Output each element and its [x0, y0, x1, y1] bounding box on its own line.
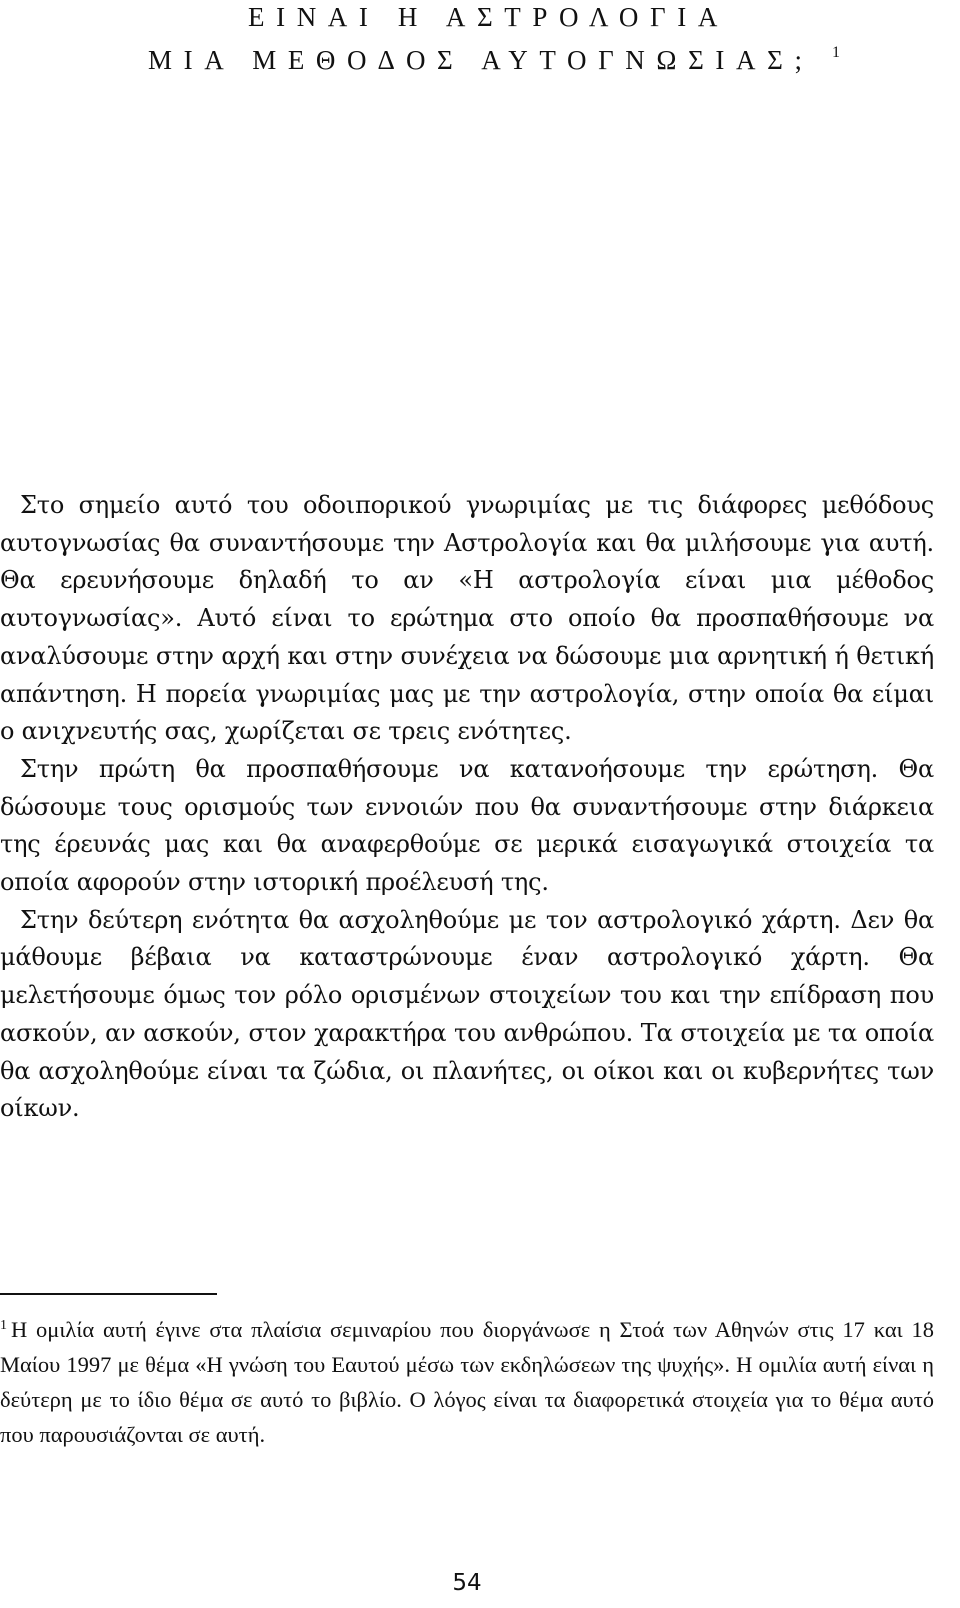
footnote-marker: 1 [0, 1318, 7, 1333]
paragraph-3: Στην δεύτερη ενότητα θα ασχοληθούμε με τον αστρολογικό χάρτη. Δεν θα μάθουμε βέβαια να καταστρώνουμε έναν αστρολογικό χάρτη. Θα μελετήσουμε όμως τον ρόλο ορισμένων στοιχείων του και την επίδραση που ασκούν, αν ασκούν, στον χαρακτήρα του ανθρώπου. Τα στοιχεία με τα οποία θα ασχοληθούμε είναι τα ζώδια, οι πλανήτες, οι οίκοι και οι κυβερνήτες των οίκων. [0, 905, 934, 1123]
footnote [0, 1312, 934, 1452]
paragraph-1: Στο σημείο αυτό του οδοιπορικού γνωριμίας με τις διάφορες μεθόδους αυτογνωσίας θα συναντήσουμε την Αστρολογία και θα μιλήσουμε για αυτή. Θα ερευνήσουμε δηλαδή το αν «Η αστρολογία είναι μια μέθοδος αυτογνωσίας». Αυτό είναι το ερώτημα στο οποίο θα προσπαθήσουμε να αναλύσουμε στην αρχή και στην συνέχεια να δώσουμε μια αρνητική ή θετική απάντηση. Η πορεία γνωριμίας μας με την αστρολογία, στην οποία θα είμαι ο ανιχνευτής σας, χωρίζεται σε τρεις ενότητες. [0, 491, 934, 746]
footnote-reference: 1 [831, 44, 840, 61]
footnote-separator [0, 1293, 217, 1295]
chapter-title-line-1-text: ΕΙΝΑΙ Η ΑΣΤΡΟΛΟΓΙΑ [248, 2, 729, 32]
page-number: 54 [452, 1570, 482, 1596]
chapter-title-line-2-text: ΜΙΑ ΜΕΘΟΔΟΣ ΑΥΤΟΓΝΩΣΙΑΣ; [148, 45, 814, 75]
chapter-title-line-2 [148, 45, 848, 75]
footnote-text: Η ομιλία αυτή έγινε στα πλαίσια σεμιναρίου που διοργάνωσε η Στοά των Αθηνών στις 17 και 18 Μαίου 1997 με θέμα «Η γνώση του Εαυτού μέσω των εκδηλώσεων της ψυχής». Η ομιλία αυτή είναι η δεύτερη με το ίδιο θέμα σε αυτό το βιβλίο. Ο λόγος είναι τα διαφορετικά στοιχεία για το θέμα αυτό που παρουσιάζονται σε αυτή. [0, 1317, 934, 1447]
chapter-title-line-1 [248, 2, 948, 32]
body-text [0, 487, 934, 1128]
paragraph-2: Στην πρώτη θα προσπαθήσουμε να κατανοήσουμε την ερώτηση. Θα δώσουμε τους ορισμούς των εννοιών που θα συναντήσουμε στην διάρκεια της έρευνάς μας και θα αναφερθούμε σε μερικά εισαγωγικά στοιχεία τα οποία αφορούν στην ιστορική προέλευσή της. [0, 754, 934, 897]
